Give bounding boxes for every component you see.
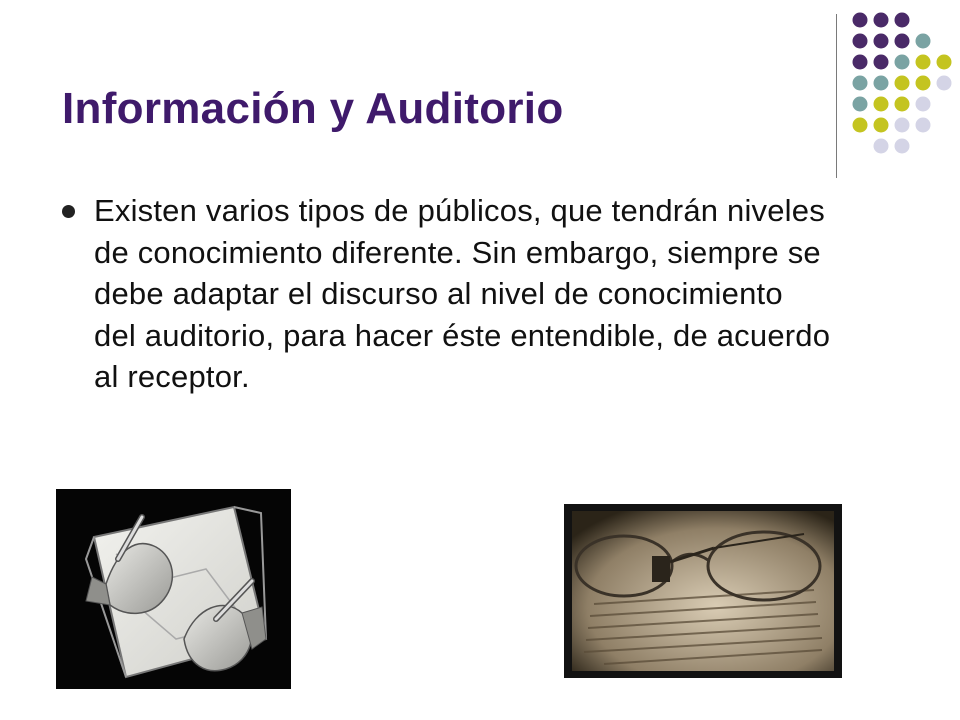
reading-glasses-image xyxy=(564,504,842,678)
bullet-list xyxy=(62,190,832,398)
vertical-divider xyxy=(836,14,837,178)
bullet-text: Existen varios tipos de públicos, que tendrán niveles de conocimiento diferente. Sin embargo, siempre se debe adaptar el discurso al nivel de conocimiento del auditorio, para hacer éste entendible, de acuerdo al receptor. xyxy=(94,193,831,394)
slide-title: Información y Auditorio xyxy=(62,84,564,133)
bullet-item xyxy=(62,190,832,398)
drawing-hands-image xyxy=(56,489,291,689)
bullet-dot-icon xyxy=(62,205,75,218)
